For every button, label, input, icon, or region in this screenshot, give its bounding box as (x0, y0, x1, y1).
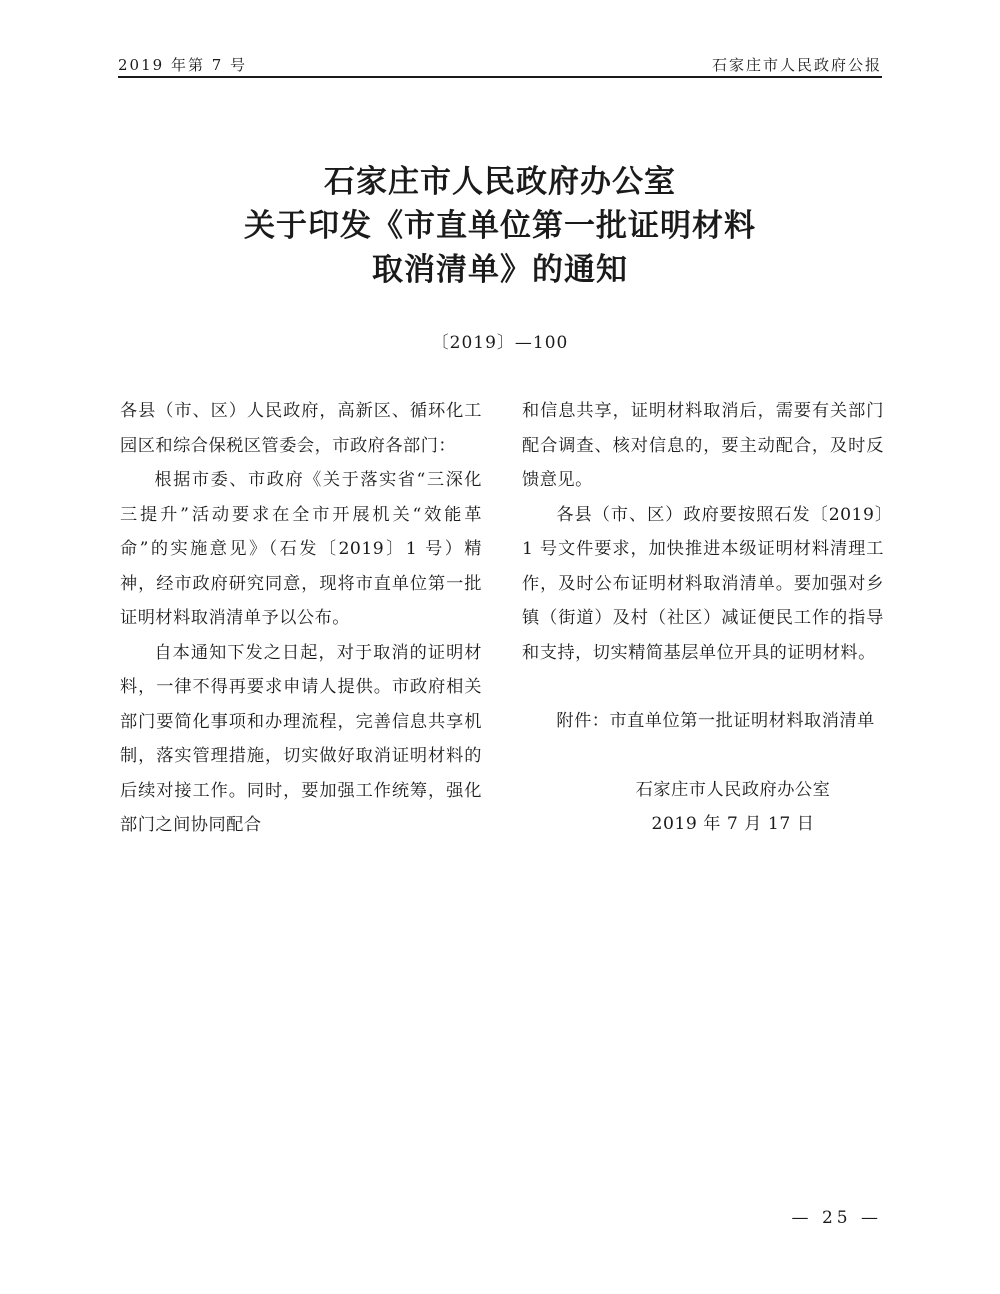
title-line-1: 石家庄市人民政府办公室 (324, 164, 676, 200)
issuer-signature: 石家庄市人民政府办公室 (635, 779, 831, 800)
attachment-note (522, 704, 884, 739)
page-number: — 25 — (791, 1208, 882, 1228)
attachment-label: 附件： (556, 711, 610, 731)
salutation: 各县（市、区）人民政府，高新区、循环化工园区和综合保税区管委会，市政府各部门： (120, 401, 482, 456)
attachment-text: 市直单位第一批证明材料取消清单 (609, 711, 875, 731)
paragraph-2: 自本通知下发之日起，对于取消的证明材料，一律不得再要求申请人提供。市政府相关部门要简化事项和办理流程，完善信息共享机制，落实管理措施，切实做好取消证明材料的后续对接工作。同时，要加强工作统筹，强化部门之间协同配合 (120, 642, 482, 835)
paragraph-3: 各县（市、区）政府要按照石发〔2019〕1 号文件要求，加快推进本级证明材料清理工作，及时公布证明材料取消清单。要加强对乡镇（街道）及村（社区）减证便民工作的指导和支持，切实精简基层单位开具的证明材料。 (522, 504, 884, 663)
title-line-3: 取消清单》的通知 (372, 252, 628, 288)
title-line-2: 关于印发《市直单位第一批证明材料 (244, 208, 756, 244)
paragraph-1: 根据市委、市政府《关于落实省“三深化三提升”活动要求在全市开展机关“效能革命”的实施意见》（石发〔2019〕1 号）精神，经市政府研究同意，现将市直单位第一批证明材料取消清单予以公布。 (120, 470, 482, 628)
paragraph-2-continued: 和信息共享，证明材料取消后，需要有关部门配合调查、核对信息的，要主动配合，及时反馈意见。 (522, 401, 884, 490)
left-column (120, 394, 482, 843)
document-number: 〔2019〕—100 (431, 333, 569, 353)
running-header (118, 52, 882, 78)
issue-date: 2019 年 7 月 17 日 (651, 814, 815, 834)
publication-name: 石家庄市人民政府公报 (711, 56, 882, 74)
document-title (0, 160, 1000, 292)
issue-label: 2019 年第 7 号 (118, 56, 248, 74)
right-column (522, 394, 884, 842)
